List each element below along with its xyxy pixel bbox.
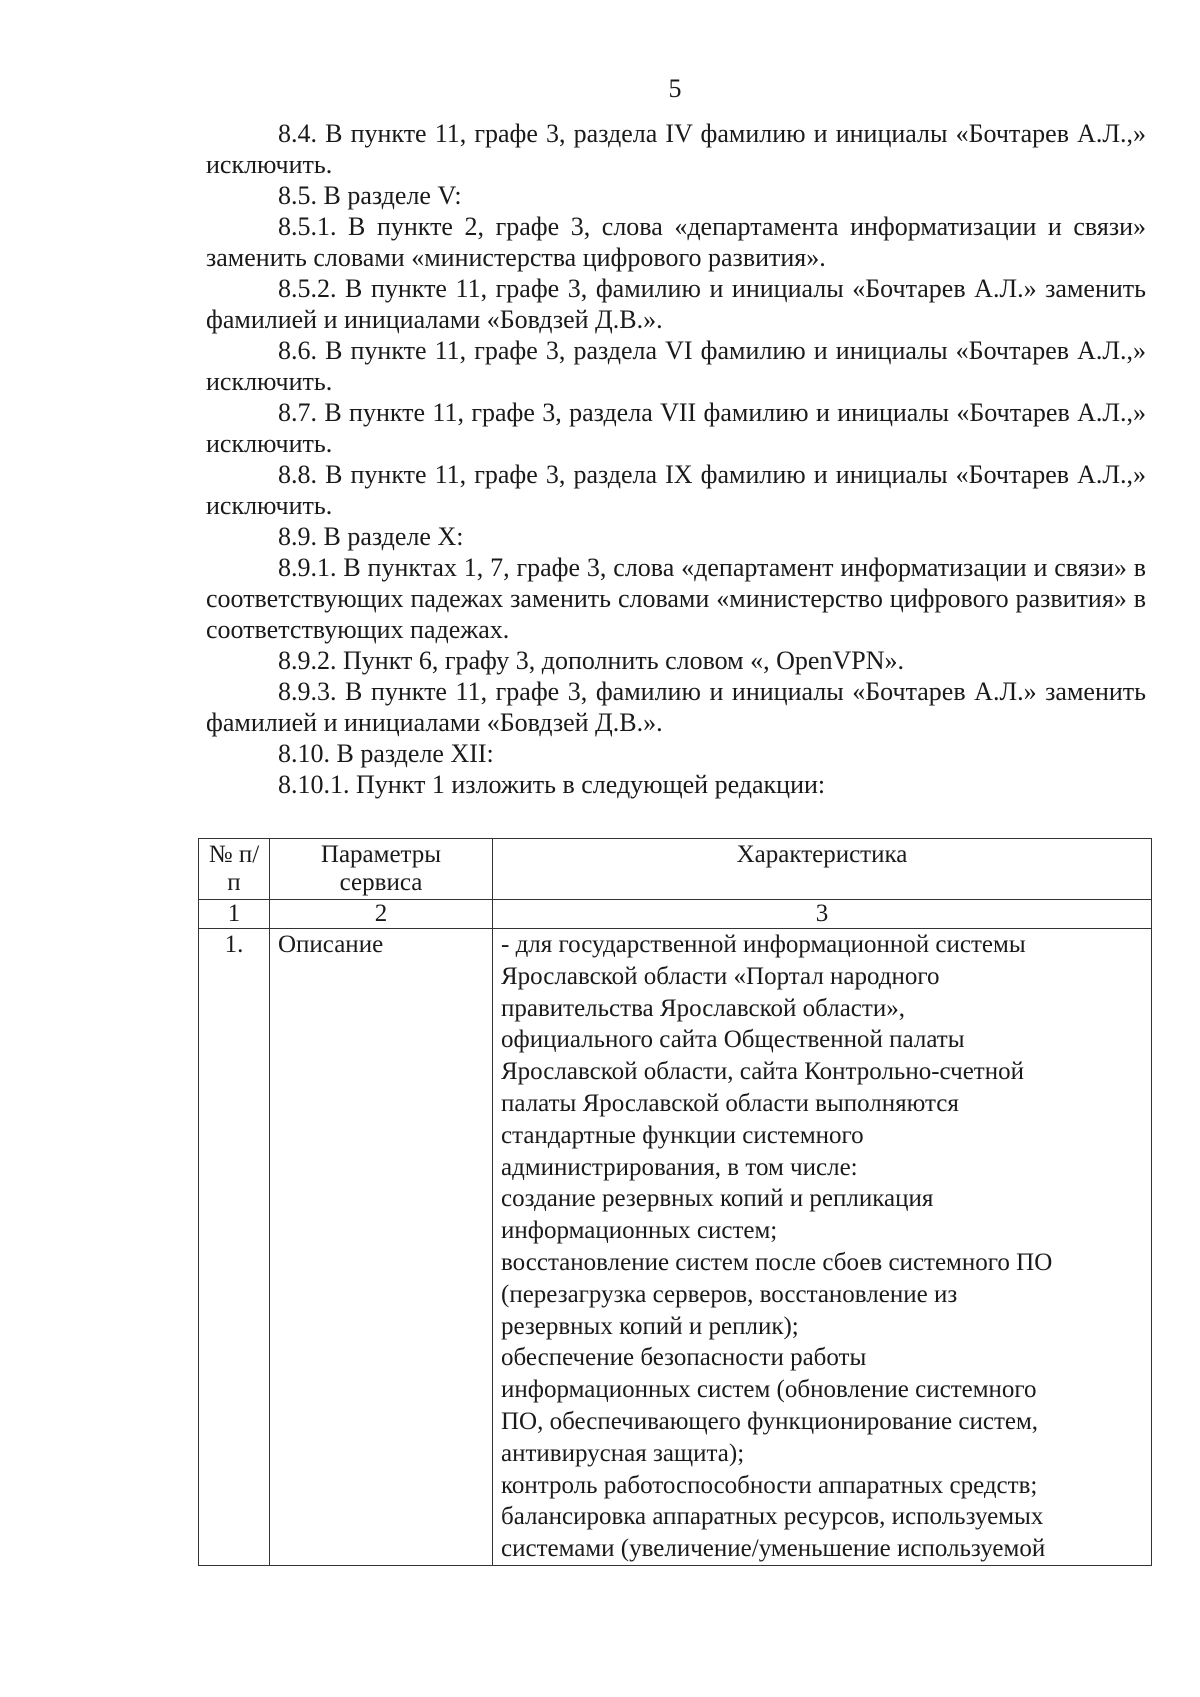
description-line: восстановление систем после сбоев системного ПО [501, 1248, 1053, 1276]
description-line: Ярославской области, сайта Контрольно-счетной [501, 1058, 1024, 1086]
description-line: балансировка аппаратных ресурсов, используемых [501, 1503, 1044, 1531]
description-line: ПО, обеспечивающего функционирование систем, [501, 1407, 1039, 1435]
column-index-3: 3 [493, 900, 1152, 929]
paragraph-8-5: 8.5. В разделе V: [278, 181, 462, 210]
description-line: администрирования, в том числе: [501, 1153, 858, 1181]
description-line: (перезагрузка серверов, восстановление из [501, 1280, 958, 1308]
description-line: антивирусная защита); [501, 1439, 745, 1467]
paragraph-8-4: 8.4. В пункте 11, графе 3, раздела IV фамилию и инициалы «Бочтарев А.Л.,» исключить. [206, 119, 1146, 179]
description-line: информационных систем (обновление системного [501, 1376, 1037, 1404]
table-row [199, 929, 1152, 1566]
paragraph-8-9-3: 8.9.3. В пункте 11, графе 3, фамилию и инициалы «Бочтарев А.Л.» заменить фамилией и инициалами «Бовдзей Д.В.». [206, 677, 1146, 737]
description-line: стандартные функции системного [501, 1121, 864, 1149]
paragraph-8-9-2: 8.9.2. Пункт 6, графу 3, дополнить словом «, OpenVPN». [278, 646, 904, 675]
paragraph-8-9: 8.9. В разделе X: [278, 522, 464, 551]
description-line: палаты Ярославской области выполняются [501, 1089, 959, 1117]
paragraph-8-5-2: 8.5.2. В пункте 11, графе 3, фамилию и инициалы «Бочтарев А.Л.» заменить фамилией и инициалами «Бовдзей Д.В.». [206, 274, 1146, 334]
header-characteristic: Характеристика [493, 839, 1152, 900]
description-line: - для государственной информационной системы [501, 931, 1026, 958]
row-parameter: Описание [270, 929, 493, 1566]
description-line: обеспечение безопасности работы [501, 1344, 867, 1372]
header-parameters: Параметры сервиса [270, 839, 493, 900]
description-line: информационных систем; [501, 1217, 778, 1245]
service-parameters-table [198, 838, 1152, 1566]
column-index-2: 2 [270, 900, 493, 929]
description-line: системами (увеличение/уменьшение используемой [501, 1535, 1046, 1563]
row-description [493, 929, 1152, 1566]
description-line: официального сайта Общественной палаты [501, 1026, 965, 1054]
paragraph-8-8: 8.8. В пункте 11, графе 3, раздела IX фамилию и инициалы «Бочтарев А.Л.,» исключить. [206, 460, 1146, 520]
description-line: создание резервных копий и репликация [501, 1185, 934, 1213]
column-number-row [199, 900, 1152, 929]
paragraph-8-7: 8.7. В пункте 11, графе 3, раздела VII фамилию и инициалы «Бочтарев А.Л.,» исключить. [206, 398, 1146, 458]
paragraph-8-5-1: 8.5.1. В пункте 2, графе 3, слова «департамента информатизации и связи» заменить словами «министерства цифрового развития». [206, 212, 1146, 272]
amendment-text [206, 118, 1146, 800]
paragraph-8-10: 8.10. В разделе XII: [278, 739, 494, 768]
paragraph-8-6: 8.6. В пункте 11, графе 3, раздела VI фамилию и инициалы «Бочтарев А.Л.,» исключить. [206, 336, 1146, 396]
description-line: Ярославской области «Портал народного [501, 962, 940, 990]
header-number: № п/п [199, 839, 270, 900]
table-header-row [199, 839, 1152, 900]
description-line: резервных копий и реплик); [501, 1312, 799, 1340]
paragraph-8-9-1: 8.9.1. В пунктах 1, 7, графе 3, слова «департамент информатизации и связи» в соответствующих падежах заменить словами «министерство цифрового развития» в соответствующих падежах. [206, 553, 1146, 644]
row-number: 1. [199, 929, 270, 1566]
description-line: правительства Ярославской области», [501, 994, 905, 1022]
column-index-1: 1 [199, 900, 270, 929]
page-number: 5 [668, 74, 682, 103]
paragraph-8-10-1: 8.10.1. Пункт 1 изложить в следующей редакции: [278, 770, 826, 799]
description-line: контроль работоспособности аппаратных средств; [501, 1471, 1038, 1499]
